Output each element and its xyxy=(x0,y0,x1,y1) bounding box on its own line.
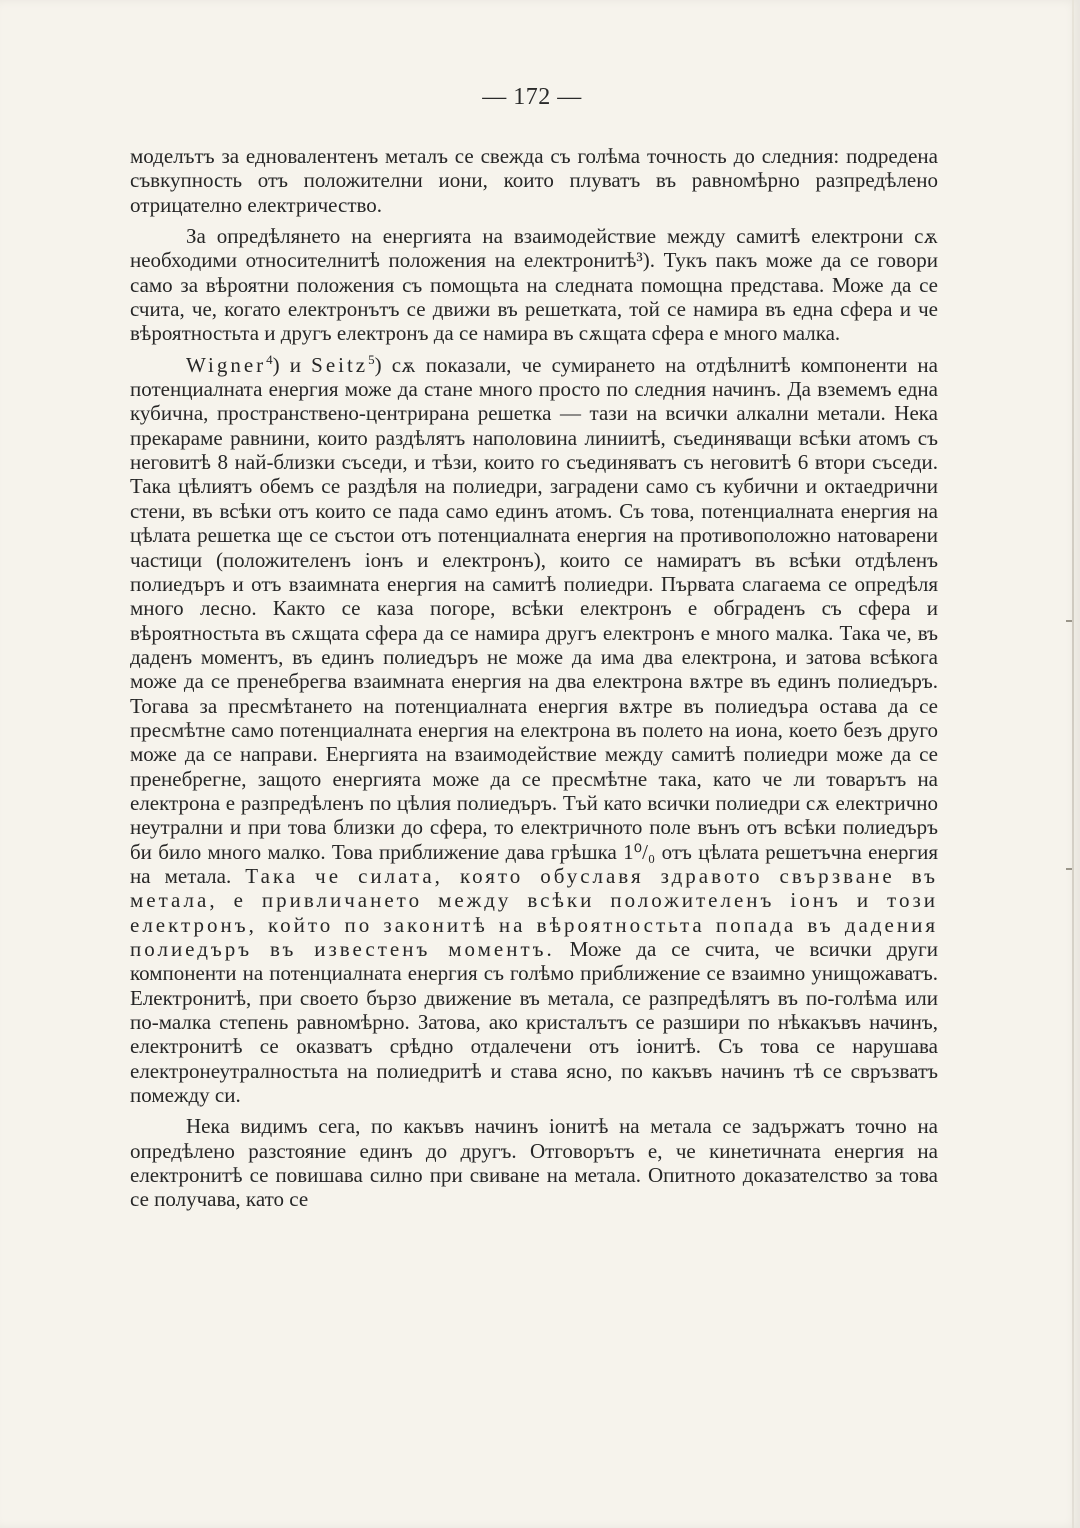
author-seitz: Seitz xyxy=(311,352,369,377)
page-edge xyxy=(1072,0,1074,1528)
footnote-ref-4: 4 xyxy=(266,351,273,367)
paragraph-3-text-a: сѫ показали, че сумирането на отдѣлнитѣ компоненти на потенциалната енергия може да стане много просто по следния начинъ. Да вземемъ една кубична, пространствено-центрирана решетка — тази на всички алкални метали. Нека прекараме равнини, които раздѣлятъ наполовина линиитѣ, съединяващи всѣки атомъ съ неговитѣ 8 най-близки съседи, и тѣзи, които го съединяватъ съ неговитѣ 6 втори съседи. Така цѣлиятъ обемъ се раздѣля на полиедри, заградени само съ кубични и октаедрични стени, въ всѣки отъ които се пада само единъ атомъ. Съ това, потенциалната енергия на цѣлата решетка ще се състои отъ потенциалната енергия на противоположно натоварени частици (положителенъ іонъ и електронъ), които се намиратъ въ всѣки отдѣленъ полиедъръ и отъ взаимната енергия на самитѣ полиедри. Първата слагаема се опредѣля много лесно. Както се каза погоре, всѣки електронъ е обграденъ съ сфера и вѣроятностьта въ сѫщата сфера да се намира другъ електронъ е много малка. Така че, въ даденъ моментъ, въ единъ полиедъръ не може да има два електрона, и затова всѣкога може да се пренебрегва взаимната енергия на два електрона вѫтре въ единъ полиедъръ. Тогава за пресмѣтането на потенциалната енергия вѫтре въ полиедъра остава да се пресмѣтне само потенциалната енергия на електрона въ полето на иона, което безъ друго може да се направи. Енергията на взаимодействие между самитѣ полиедри може да се пренебрегне, защото енергията може да се пресмѣтне така, като че ли товарътъ на електрона е разпредѣленъ по цѣлия полиедъръ. Тъй като всички полиедри сѫ електрично неутрални и при това близки до сфера, то електричното поле вънъ отъ всѣки полиедъръ би било много малко. Това приближение дава грѣшка 1⁰/₀ отъ цѣлата решетъчна енергия на метала. xyxy=(130,352,938,888)
paragraph-4: Нека видимъ сега, по какъвъ начинъ іонитѣ на метала се задържатъ точно на опредѣлено разстояние единъ до другъ. Отговорътъ е, че кинетичната енергия на електронитѣ се повишава силно при свиване на метала. Опитното доказателство за това се получава, като се xyxy=(130,1114,938,1212)
emphasized-text: Така че силата, която обуславя здравото свързване въ метала, е привличането между всѣки положителенъ іонъ и този електронъ, който по законитѣ на вѣроятностьта попада въ дадения полиедъръ въ известенъ моментъ. xyxy=(130,863,938,961)
conjunction: и xyxy=(279,352,312,377)
paragraph-3-text-b: Може да се счита, че всички други компоненти на потенциалната енергия съ голѣмо приближение се взаимно унищожаватъ. Електронитѣ, при своето бързо движение въ метала, се разпредѣлятъ въ по-голѣма или по-малка степень равномѣрно. Затова, ако кристалътъ се разшири по нѣкакъвъ начинъ, електронитѣ се оказватъ срѣдно отдалечени отъ іонитѣ. Съ това се нарушава електронеутралностьта на полиедритѣ и става ясно, по какъвъ начинъ тѣ се свръзватъ помежду си. xyxy=(130,937,938,1108)
margin-mark xyxy=(1066,868,1072,870)
author-wigner: Wigner xyxy=(186,352,267,377)
margin-mark xyxy=(1066,620,1072,622)
paragraph-1: моделътъ за едновалентенъ металъ се свежда съ голѣма точность до следния: подредена съвкупность отъ положителни иони, които плуватъ въ равномѣрно разпредѣлено отрицателно електричество. xyxy=(130,144,938,217)
paragraph-3: Wigner$^4$) и Seitz$^5$) сѫ показали, че сумирането на отдѣлнитѣ компоненти на потенциалната енергия може да стане много просто по следния начинъ. Да вземемъ една кубична, пространствено-центрирана решетка — тази на всички алкални метали. Нека прекараме равнини, които раздѣлятъ наполовина линиитѣ, съединяващи всѣки атомъ съ неговитѣ 8 най-близки съседи, и тѣзи, които го съединяватъ съ неговитѣ 6 втори съседи. Така цѣлиятъ обемъ се раздѣля на полиедри, заградени само съ кубични и октаедрични стени, въ всѣки отъ които се пада само единъ атомъ. Съ това, потенциалната енергия на цѣлата решетка ще се състои отъ потенциалната енергия на противоположно натоварени частици (положителенъ іонъ и електронъ), които се намиратъ въ всѣки отдѣленъ полиедъръ и отъ взаимната енергия на самитѣ полиедри. Първата слагаема се опредѣля много лесно. Както се каза погоре, всѣки електронъ е обграденъ съ сфера и вѣроятностьта въ сѫщата сфера да се намира другъ електронъ е много малка. Така че, въ даденъ моментъ, въ единъ полиедъръ не може да има два електрона, и затова всѣкога може да се пренебрегва взаимната енергия на два електрона вѫтре въ единъ полиедъръ. Тогава за пресмѣтането на потенциалната енергия вѫтре въ полиедъра остава да се пресмѣтне само потенциалната енергия на електрона въ полето на иона, което безъ друго може да се направи. Енергията на взаимодействие между самитѣ полиедри може да се пренебрегне, защото енергията може да се пресмѣтне така, като че ли товарътъ на електрона е разпредѣленъ по цѣлия полиедъръ. Тъй като всички полиедри сѫ електрично неутрални и при това близки до сфера, то електричното поле вънъ отъ всѣки полиедъръ би било много малко. Това приближение дава грѣшка 1⁰/₀ отъ цѣлата решетъчна енергия на метала. Така че силата, която обуславя здравото свързване въ метала, е привличането между всѣки положителенъ іонъ и този електронъ, който по законитѣ на вѣроятностьта попада въ дадения полиедъръ въ известенъ моментъ. Може да се счита, че всички други компоненти на потенциалната енергия съ голѣмо приближение се взаимно унищожаватъ. Електронитѣ, при своето бързо движение въ метала, се разпредѣлятъ въ по-голѣма или по-малка степень равномѣрно. Затова, ако кристалътъ се разшири по нѣкакъвъ начинъ, електронитѣ се оказватъ срѣдно отдалечени отъ іонитѣ. Съ това се нарушава електронеутралностьта на полиедритѣ и става ясно, по какъвъ начинъ тѣ се свръзватъ помежду си. xyxy=(130,351,938,1108)
paragraph-2: За опредѣлянето на енергията на взаимодействие между самитѣ електрони сѫ необходими относителнитѣ положения на електронитѣ³). Тукъ пакъ може да се говори само за вѣроятни положения съ помощьта на следната помощна представа. Може да се счита, че, когато електронътъ се движи въ решетката, той се намира въ една сфера и че вѣроятностьта и другъ електронъ да се намира въ сѫщата сфера е много малка. xyxy=(130,224,938,346)
body-text xyxy=(130,144,938,1219)
page-number: — 172 — xyxy=(482,84,582,110)
footnote-ref-5: 5 xyxy=(368,351,375,367)
